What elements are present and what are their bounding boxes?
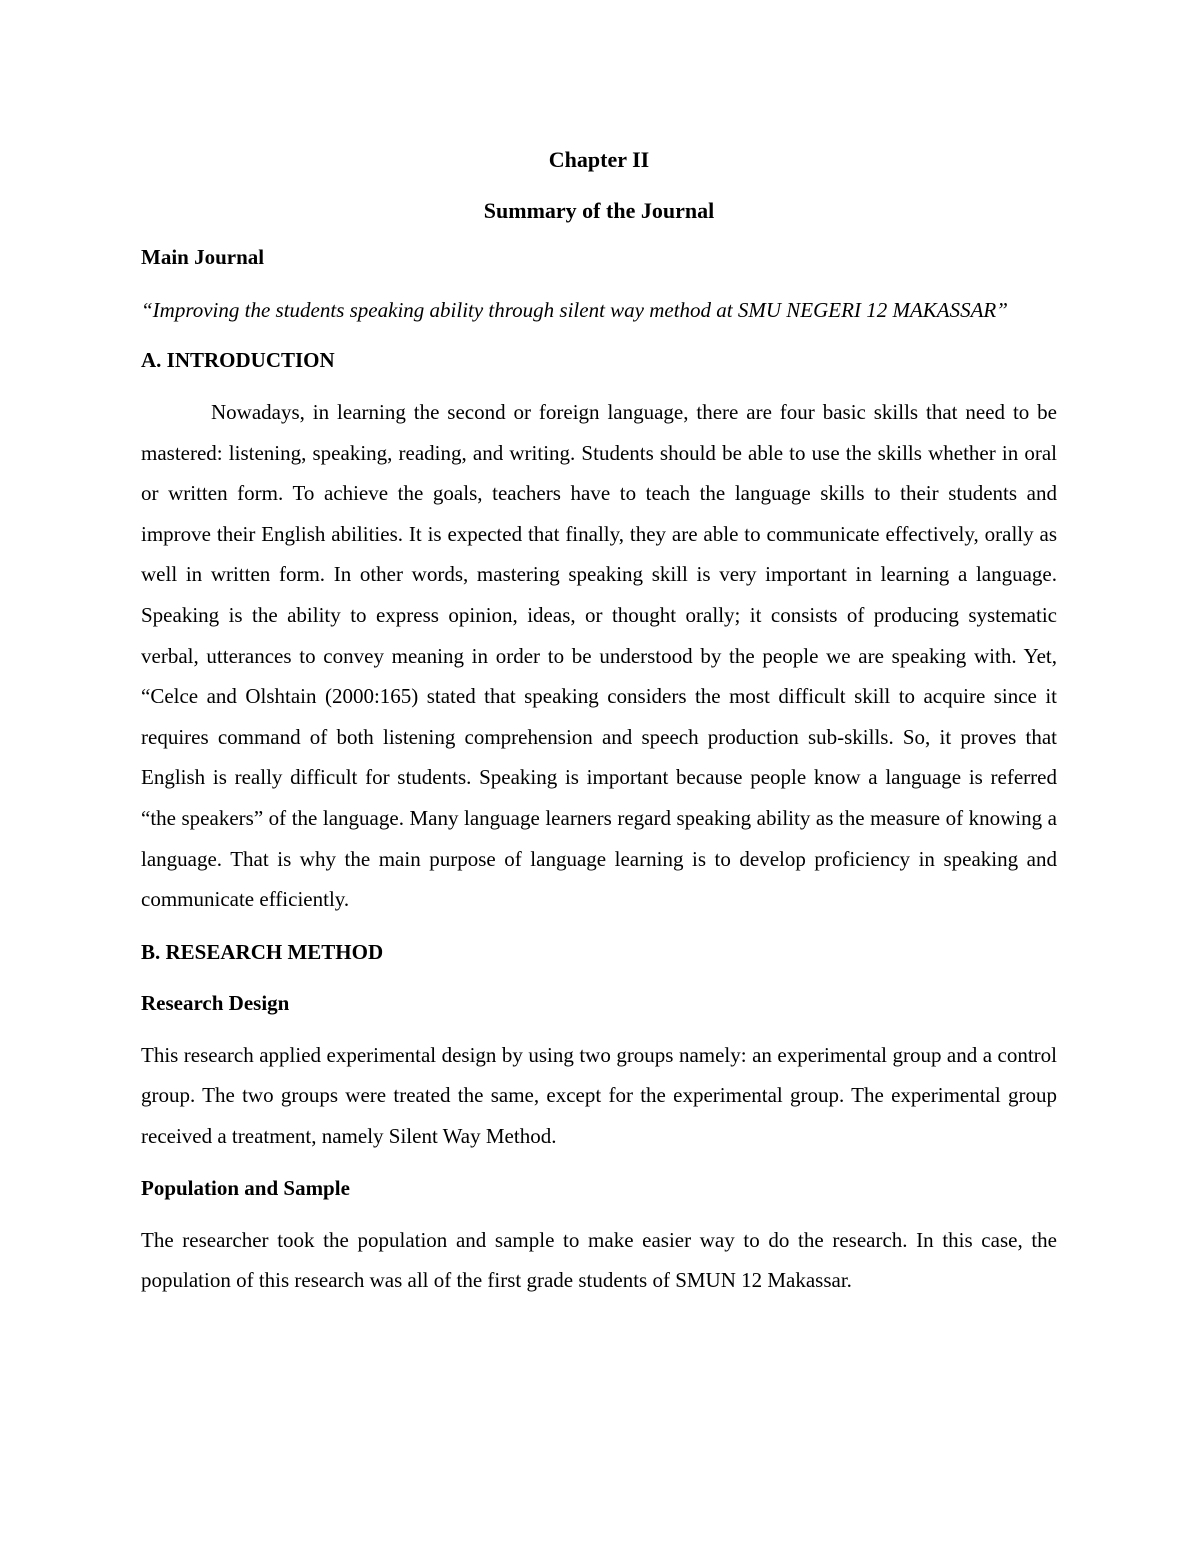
population-sample-paragraph: The researcher took the population and sample to make easier way to do the research. In this case, the population of this research was all of the first grade students of SMUN 12 Makassar. — [141, 1227, 1057, 1293]
main-journal-label: Main Journal — [141, 245, 265, 269]
research-design-heading: Research Design — [141, 990, 290, 1015]
main-journal-title: “Improving the students speaking ability through silent way method at SMU NEGERI 12 MAKASSAR” — [141, 298, 1008, 322]
introduction-paragraph: Nowadays, in learning the second or foreign language, there are four basic skills that need to be mastered: listening, speaking, reading, and writing. Students should be able to use the skills whether in oral or written form. To achieve the goals, teachers have to teach the language skills to their students and improve their English abilities. It is expected that finally, they are able to communicate effectively, orally as well in written form. In other words, mastering speaking skill is very important in learning a language. Speaking is the ability to express opinion, ideas, or thought orally; it consists of producing systematic verbal, utterances to convey meaning in order to be understood by the people we are speaking with. Yet, “Celce and Olshtain (2000:165) stated that speaking considers the most difficult skill to acquire since it requires command of both listening comprehension and speech production sub-skills. So, it proves that English is really difficult for students. Speaking is important because people know a language is referred “the speakers” of the language. Many language learners regard speaking ability as the measure of knowing a language. That is why the main purpose of language learning is to develop proficiency in speaking and communicate efficiently. — [141, 400, 1057, 912]
document-page — [141, 140, 1057, 1301]
population-sample-heading: Population and Sample — [141, 1175, 350, 1200]
introduction-heading: A. INTRODUCTION — [141, 348, 335, 372]
summary-title: Summary of the Journal — [483, 198, 715, 223]
research-design-paragraph: This research applied experimental design by using two groups namely: an experimental group and a control group. The two groups were treated the same, except for the experimental group. The experimental group received a treatment, namely Silent Way Method. — [141, 1042, 1057, 1148]
research-method-heading: B. RESEARCH METHOD — [141, 939, 384, 964]
chapter-title: Chapter II — [548, 147, 650, 172]
